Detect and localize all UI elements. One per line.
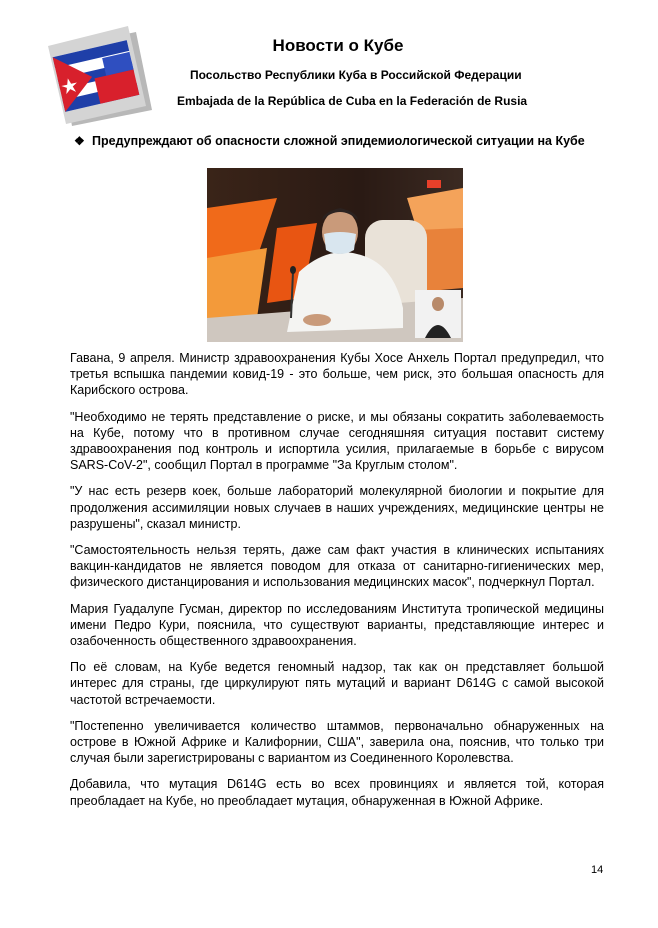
page-title: Новости о Кубе [272, 36, 404, 55]
article-headline [74, 133, 612, 150]
headline-text: Предупреждают об опасности сложной эпидемиологической ситуации на Кубе [92, 134, 585, 148]
paragraph: "У нас есть резерв коек, больше лабораторий молекулярной биологии и покрытие для продолжения ассимиляции новых случаев в наших учреждениях, медицинские центры не разрушены", сказал министр. [70, 484, 604, 531]
embassy-name-es: Embajada de la República de Cuba en la Federación de Rusia [177, 94, 528, 108]
paragraph: "Самостоятельность нельзя терять, даже сам факт участия в клинических испытаниях вакцин-кандидатов не является поводом для отказа от санитарно-гигиенических мер, физического дистанцирования и использования медицинских масок", подчеркнул Портал. [70, 543, 604, 590]
diamond-bullet-icon: ❖ [74, 134, 85, 148]
article-body [70, 350, 604, 819]
paragraph: "Необходимо не терять представление о риске, и мы обязаны сократить заболеваемость на Кубе, потому что в противном случае сегодняшняя ситуация поставит систему здравоохранения под контроль и испортила усилия, прилагаемые в борьбе с вирусом SARS-CoV-2", сообщил Портал в программе "За Круглым столом". [70, 409, 604, 473]
paragraph: Добавила, что мутация D614G есть во всех провинциях и является той, которая преобладает на Кубе, но преобладает мутация, обнаруженная в Южной Африке. [70, 777, 604, 808]
paragraph: По её словам, на Кубе ведется геномный надзор, так как он представляет большой интерес для страны, где циркулируют пять мутаций и вариант D614G с самой высокой частотой встречаемости. [70, 660, 604, 707]
embassy-name-ru: Посольство Республики Куба в Российской Федерации [190, 68, 522, 82]
paragraph: Мария Гуадалупе Гусман, директор по исследованиям Института тропической медицины имени Педро Кури, пояснила, что существуют варианты, представляющие интерес и озабоченность общественного здравоохранения. [70, 601, 604, 649]
paragraph: "Постепенно увеличивается количество штаммов, первоначально обнаруженных на острове в Южной Африке и Калифорнии, США", заверила она, пояснив, что только три случая были зарегистрированы с вариантом из Соединенного Королевства. [70, 718, 604, 766]
page-number: 14 [591, 864, 604, 876]
paragraph: Гавана, 9 апреля. Министр здравоохранения Кубы Хосе Анхель Портал предупредил, что третья вспышка пандемии ковид-19 - это больше, чем риск, это большая опасность для Карибского острова. [70, 351, 604, 398]
article-photo [207, 168, 463, 342]
